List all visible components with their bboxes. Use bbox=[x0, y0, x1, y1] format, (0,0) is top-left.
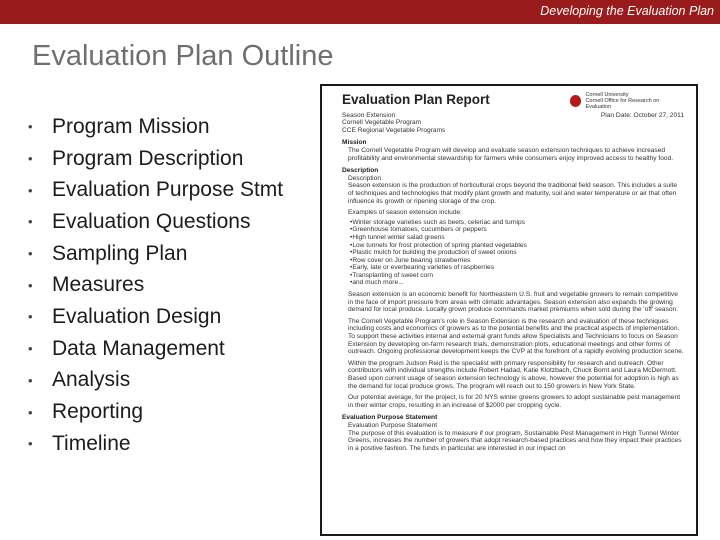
outline-item bbox=[28, 174, 283, 206]
report-title: Evaluation Plan Report bbox=[342, 92, 490, 107]
outline-item bbox=[28, 206, 283, 238]
presentation-title: Developing the Evaluation Plan bbox=[540, 4, 714, 18]
bullet-icon: • bbox=[28, 182, 33, 198]
outline-item-text: Measures bbox=[52, 273, 145, 297]
mission-heading: Mission bbox=[342, 139, 367, 147]
plan-date: Plan Date: October 27, 2011 bbox=[600, 111, 684, 119]
example-item: • and much more... bbox=[350, 279, 684, 287]
bullet-icon: • bbox=[28, 309, 33, 325]
meta-line: Season Extension bbox=[342, 111, 396, 119]
purpose-subheading: Evaluation Purpose Statement bbox=[348, 421, 438, 429]
example-item: • Early, late or everbearing varieties of raspberries bbox=[350, 264, 684, 272]
bullet-icon: • bbox=[28, 119, 33, 135]
description-text: Season extension is the production of horticultural crops beyond the traditional field season. This includes a suite of techniques and technologies that modify plant growth and maturity, soil and water temperature or air that often influence its growth or ripening storage of the crop. bbox=[348, 182, 678, 205]
example-item: • High tunnel winter salad greens bbox=[350, 234, 684, 242]
report-body bbox=[342, 94, 684, 452]
outline-item-text: Evaluation Purpose Stmt bbox=[52, 178, 284, 202]
outline-item-text: Reporting bbox=[52, 400, 144, 424]
header-bar bbox=[0, 0, 720, 24]
outline-item bbox=[28, 269, 283, 301]
bullet-icon: • bbox=[28, 341, 33, 357]
bullet-icon: • bbox=[28, 404, 33, 420]
outline-item bbox=[28, 301, 283, 333]
bullet-icon: • bbox=[28, 277, 33, 293]
outline-item-text: Sampling Plan bbox=[52, 241, 188, 265]
examples-heading: Examples of season extension include: bbox=[348, 209, 462, 217]
description-heading: Description bbox=[342, 167, 379, 175]
meta-line: CCE Regional Vegetable Programs bbox=[342, 126, 446, 134]
bullet-icon: • bbox=[28, 436, 33, 452]
slide-title: Evaluation Plan Outline bbox=[32, 40, 334, 72]
example-item: • Low tunnels for frost protection of spring planted vegetables bbox=[350, 242, 684, 250]
example-item: • Transplanting of sweet corn bbox=[350, 272, 684, 280]
meta-line: Cornell Vegetable Program bbox=[342, 119, 422, 127]
purpose-text: The purpose of this evaluation is to measure if our program, Sustainable Pest Management in High Tunnel Winter Greens, increases the number of growers that adopt research-based practices and how they impact their practices in a positive fashion. The funds in particular are interested in our impact on bbox=[348, 429, 682, 452]
outline-item-text: Program Mission bbox=[52, 114, 210, 138]
description-subheading: Description bbox=[348, 174, 381, 182]
bullet-icon: • bbox=[28, 372, 33, 388]
outline-list bbox=[28, 111, 283, 460]
bullet-icon: • bbox=[28, 246, 33, 262]
outline-item bbox=[28, 238, 283, 270]
outline-item-text: Program Description bbox=[52, 146, 244, 170]
purpose-heading: Evaluation Purpose Statement bbox=[342, 414, 438, 422]
outline-item-text: Analysis bbox=[52, 368, 131, 392]
outline-item-text: Data Management bbox=[52, 336, 225, 360]
example-item: • Greenhouse tomatoes, cucumbers or peppers bbox=[350, 226, 684, 234]
outline-item bbox=[28, 143, 283, 175]
outline-item-text: Evaluation Questions bbox=[52, 209, 251, 233]
example-item: • Row cover on June bearing strawberries bbox=[350, 257, 684, 265]
outline-item bbox=[28, 111, 283, 143]
examples-list bbox=[342, 219, 684, 287]
bullet-icon: • bbox=[28, 151, 33, 167]
outline-item-text: Evaluation Design bbox=[52, 304, 222, 328]
report-meta bbox=[342, 112, 684, 135]
outline-item bbox=[28, 396, 283, 428]
logo-line-office: Cornell Office for Research on Evaluation bbox=[585, 98, 660, 110]
report-document-image bbox=[320, 84, 698, 536]
example-item: • Winter storage varieties such as beets, celeriac and turnips bbox=[350, 219, 684, 227]
outline-item bbox=[28, 428, 283, 460]
paragraph: Season extension is an economic benefit for Northeastern U.S. fruit and vegetable growers to remain competitive in the face of import pressure from areas with climatic advantages. Season extension also expands the growing demand for local produce. Locally grown produce commands market premiums when sold during the 'off' season. bbox=[348, 291, 679, 314]
paragraph: The Cornell Vegetable Program's role in Season Extension is the research and evaluation of these techniques including costs and economics of growers as to the potential benefits and the practical aspects of implementation. To support these activities internal and external grant funds allow Specialists and Technicians to focus on Season Extension by developing on-farm research trials, demonstration plots, educational meetings and other forms of outreach. Ongoing professional development keeps the CVP at the forefront of a rapidly evolving production scene. bbox=[348, 317, 684, 356]
logo-line-university: Cornell University bbox=[585, 92, 629, 98]
mission-text: The Cornell Vegetable Program will develop and evaluate season extension techniques to achieve increased profitability and environmental stewardship for farmers while consumers enjoy improved access to healthy food. bbox=[348, 146, 674, 162]
outline-item-text: Timeline bbox=[52, 431, 131, 455]
bullet-icon: • bbox=[28, 214, 33, 230]
outline-item bbox=[28, 333, 283, 365]
paragraph: Our potential average, for the project, is for 20 NYS winter greens growers to adopt sustainable pest management in their winter crops, resulting in an increase of $2000 per cropping cycle. bbox=[348, 394, 681, 409]
outline-item bbox=[28, 365, 283, 397]
paragraph: Within the program Judson Reid is the specialist with primary responsibility for research and outreach. Other contributors with individual strengths include Robert Hadad, Katie Klotzbach, Chuck Bornt and Laura McDermott. Based upon current usage of season extension technology is above, however the potential for adoption is high as the demand for local produce grows. The program will reach out to 150 growers in New York State. bbox=[348, 359, 679, 390]
example-item: • Plastic mulch for building the production of sweet onions bbox=[350, 249, 684, 257]
